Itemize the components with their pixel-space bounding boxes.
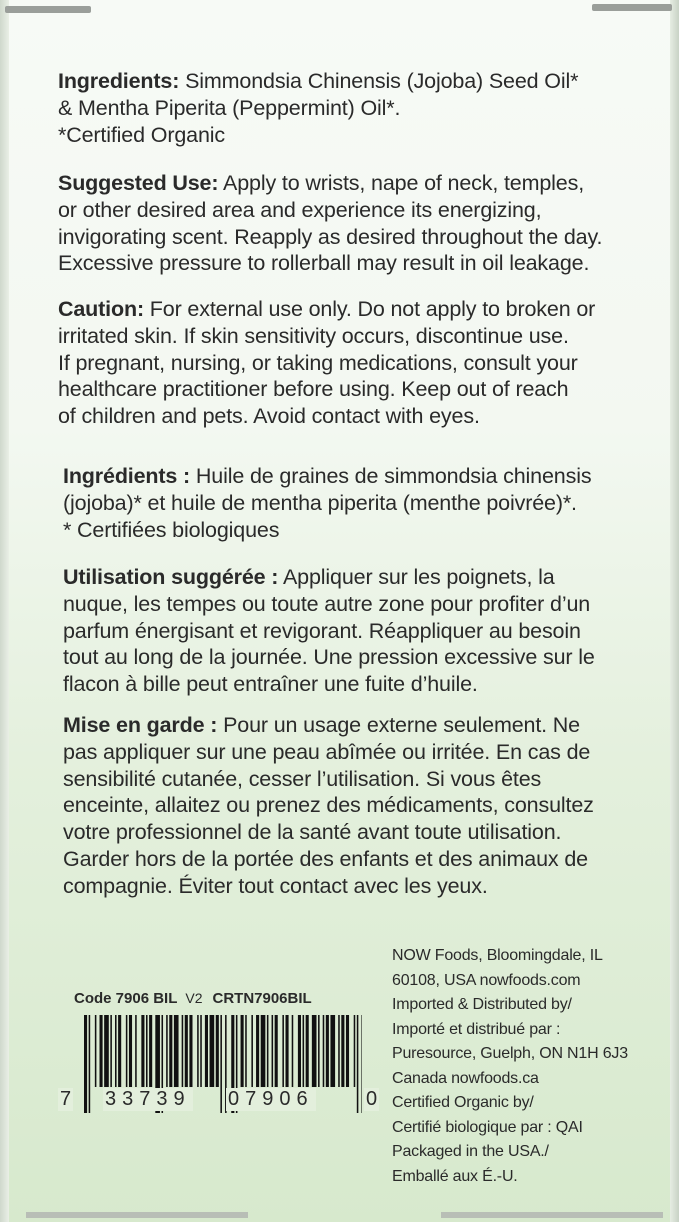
company-line: Importé et distribué par : <box>392 1020 561 1038</box>
box-edge-right <box>670 0 679 1222</box>
ingredients-en-line: & Mentha Piperita (Peppermint) Oil*. <box>58 95 401 120</box>
suggested-use-en-line: Excessive pressure to rollerball may result in oil leakage. <box>58 251 590 276</box>
suggested-use-en <box>58 170 643 277</box>
barcode-bar <box>104 1015 109 1087</box>
barcode-bar <box>149 1015 152 1087</box>
product-codes <box>74 990 312 1007</box>
barcode-bar <box>303 1015 305 1087</box>
barcode-bar <box>220 1015 222 1113</box>
caution-en-label: Caution: <box>58 297 144 321</box>
suggested-use-fr-line: flacon à bille peut entraîner une fuite d’huile. <box>63 672 478 697</box>
ingredients-en-label: Ingredients: <box>58 69 180 93</box>
barcode-bar <box>251 1015 253 1087</box>
barcode-digit-left: 7 <box>60 1088 72 1110</box>
barcode-bar <box>272 1015 274 1087</box>
barcode-bar <box>182 1015 184 1087</box>
barcode-bar <box>282 1015 284 1087</box>
caution-fr-label: Mise en garde : <box>63 713 218 737</box>
caution-fr <box>63 712 648 900</box>
barcode-bar <box>298 1015 301 1087</box>
barcode-bar <box>166 1015 168 1087</box>
ingredients-fr-label: Ingrédients : <box>63 464 191 488</box>
barcode-bar <box>115 1015 117 1087</box>
company-line: Certifié biologique par : QAI <box>392 1118 583 1136</box>
box-flap-top-left <box>5 6 91 13</box>
barcode-bar <box>354 1015 356 1087</box>
caution-fr-line: votre professionnel de la santé avant toute utilisation. <box>63 820 562 845</box>
barcode-bar <box>210 1015 215 1087</box>
caution-fr-line: pas appliquer sur une peau abîmée ou irritée. En cas de <box>63 739 591 764</box>
company-line: NOW Foods, Bloomingdale, IL <box>392 947 603 964</box>
company-line: Canada nowfoods.ca <box>392 1069 539 1087</box>
barcode-bar <box>205 1015 208 1087</box>
barcode-bar <box>197 1015 199 1087</box>
company-info <box>392 944 628 1189</box>
caution-en-line: healthcare practitioner before using. Keep out of reach <box>58 377 569 402</box>
box-flap-bottom-right <box>441 1212 663 1218</box>
barcode-bar <box>89 1015 91 1113</box>
barcode-bar <box>200 1015 202 1087</box>
suggested-use-fr-line: parfum énergisant et revigorant. Réappliquer au besoin <box>63 618 581 643</box>
barcode-bar <box>95 1015 97 1087</box>
caution-en-line: If pregnant, nursing, or taking medications, consult your <box>58 350 578 375</box>
barcode-bar <box>292 1015 294 1087</box>
ingredients-fr-line: (jojoba)* et huile de mentha piperita (menthe poivrée)*. <box>63 490 577 515</box>
caution-fr-line: Pour un usage externe seulement. Ne <box>217 713 580 737</box>
barcode-bar <box>118 1015 121 1087</box>
barcode-bar <box>146 1015 148 1087</box>
barcode-bar <box>245 1015 247 1087</box>
suggested-use-fr-label: Utilisation suggérée : <box>63 565 279 589</box>
box-flap-bottom-left <box>26 1212 248 1218</box>
barcode-bar <box>323 1015 325 1087</box>
suggested-use-fr-line: nuque, les tempes ou toute autre zone pour profiter d’un <box>63 591 591 616</box>
ingredients-fr-line: * Certifiées biologiques <box>63 517 280 542</box>
barcode-bar <box>312 1015 317 1087</box>
caution-en-line: of children and pets. Avoid contact with eyes. <box>58 404 480 429</box>
version-code: V2 <box>185 990 203 1006</box>
caution-fr-line: enceinte, allaitez ou prenez des médicaments, consultez <box>63 793 594 818</box>
product-code: Code 7906 BIL <box>74 990 178 1007</box>
barcode-bar <box>261 1015 266 1087</box>
caution-en-line: irritated skin. If skin sensitivity occurs, discontinue use. <box>58 323 569 348</box>
company-line: 60108, USA nowfoods.com <box>392 971 581 989</box>
barcode-bar <box>267 1015 269 1087</box>
box-flap-top-right <box>592 4 672 11</box>
barcode-bar <box>286 1015 289 1087</box>
suggested-use-en-label: Suggested Use: <box>58 171 219 195</box>
company-line: Packaged in the USA./ <box>392 1143 549 1160</box>
barcode-bar <box>110 1015 112 1087</box>
barcode-bar <box>346 1015 349 1087</box>
barcode-bar <box>84 1015 87 1113</box>
suggested-use-en-line: invigorating scent. Reapply as desired throughout the day. <box>58 224 603 249</box>
company-line: Certified Organic by/ <box>392 1094 534 1111</box>
company-line: Puresource, Guelph, ON N1H 6J3 <box>392 1045 628 1062</box>
caution-en <box>58 296 643 430</box>
company-line: Emballé aux É.-U. <box>392 1167 518 1185</box>
barcode-bar <box>326 1015 329 1087</box>
barcode-bar <box>169 1015 172 1087</box>
caution-fr-line: compagnie. Éviter tout contact avec les yeux. <box>63 873 488 898</box>
barcode-bar <box>306 1015 309 1087</box>
suggested-use-fr <box>63 564 648 698</box>
barcode-bar <box>141 1015 144 1087</box>
ingredients-fr <box>63 463 648 543</box>
ingredients-en-line: *Certified Organic <box>58 122 225 147</box>
barcode-bar <box>241 1015 244 1087</box>
barcode-bar <box>129 1015 132 1087</box>
suggested-use-en-line: Apply to wrists, nape of neck, temples, <box>218 171 585 195</box>
barcode-bar <box>256 1015 259 1087</box>
barcode-bar <box>100 1015 103 1087</box>
box-edge-left <box>0 0 9 1222</box>
barcode-bar <box>318 1015 320 1087</box>
barcode-bar <box>216 1015 219 1087</box>
ingredients-en-line: Simmondsia Chinensis (Jojoba) Seed Oil* <box>179 69 579 93</box>
barcode-bar <box>341 1015 344 1087</box>
barcode-bar <box>361 1015 362 1113</box>
barcode-bar <box>174 1015 179 1087</box>
barcode-bar <box>275 1015 278 1087</box>
barcode-digits-group-2: 07906 <box>228 1088 314 1110</box>
suggested-use-fr-line: Appliquer sur les poignets, la <box>278 565 555 589</box>
barcode-digit-right: 0 <box>366 1088 378 1110</box>
barcode-bar <box>189 1015 192 1087</box>
suggested-use-fr-line: tout au long de la journée. Une pression excessive sur le <box>63 645 595 670</box>
caution-fr-line: sensibilité cutanée, cesser l’utilisation. Si vous êtes <box>63 766 542 791</box>
carton-code: CRTN7906BIL <box>212 990 312 1007</box>
caution-en-line: For external use only. Do not apply to broken or <box>143 297 596 321</box>
barcode-bar <box>135 1015 137 1087</box>
barcode-bar <box>126 1015 128 1087</box>
ingredients-fr-line: Huile de graines de simmondsia chinensis <box>190 464 592 488</box>
caution-fr-line: Garder hors de la portée des enfants et des animaux de <box>63 846 588 871</box>
barcode-bar <box>185 1015 188 1087</box>
barcode-bar <box>357 1015 359 1113</box>
ingredients-en <box>58 68 643 148</box>
barcode-bar <box>338 1015 340 1087</box>
company-line: Imported & Distributed by/ <box>392 996 572 1013</box>
barcode-bar <box>330 1015 335 1087</box>
suggested-use-en-line: or other desired area and experience its energizing, <box>58 197 542 222</box>
barcode-digits-group-1: 33739 <box>105 1088 191 1110</box>
